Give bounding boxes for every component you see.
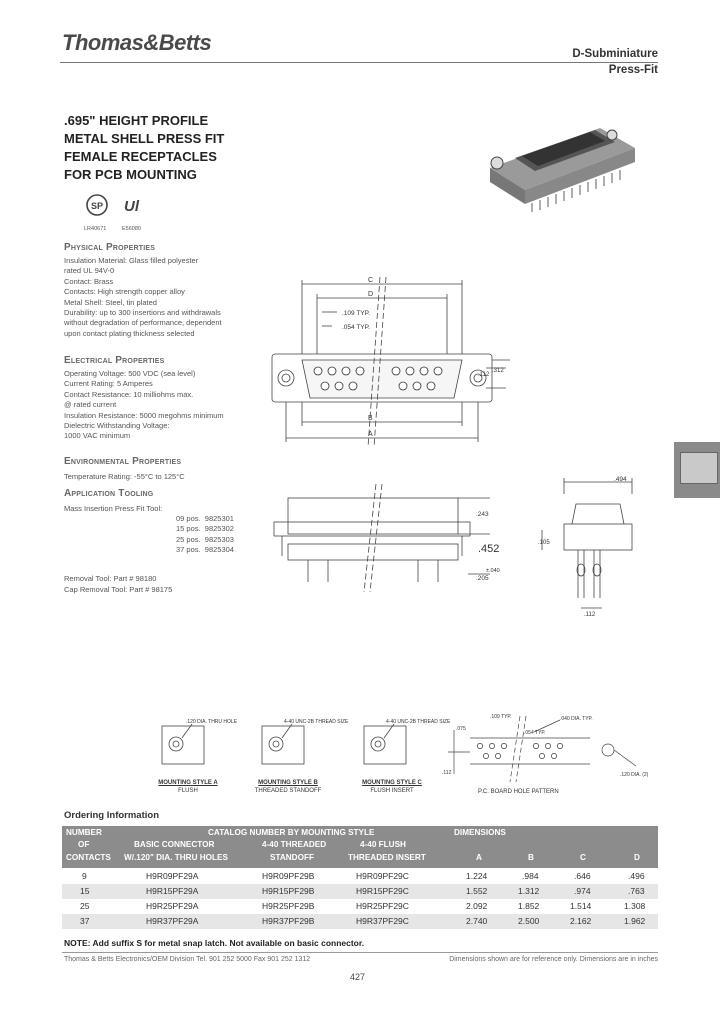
pcb-callout: .112 <box>442 770 452 776</box>
footer-rule <box>62 952 658 953</box>
tooling-list <box>176 514 234 556</box>
pcb-callout: .054 TYP. <box>524 730 546 736</box>
property-line: Operating Voltage: 500 VDC (sea level) <box>64 369 196 378</box>
header-standoff-2: STANDOFF <box>270 853 314 862</box>
table-row <box>62 899 658 914</box>
svg-text:SP: SP <box>91 201 104 211</box>
csa-number: LR40671 <box>84 226 107 232</box>
header-standoff: 4-40 THREADED <box>262 840 327 849</box>
cell-basic: H9R15PF29A <box>146 886 199 896</box>
mount-callout: 4-40 UNC-2B THREAD SIZE <box>284 719 349 725</box>
pcb-callout: .040 DIA. TYP. <box>560 716 593 722</box>
dim-label: .494 <box>614 476 627 483</box>
dim-label: .112 <box>478 372 490 378</box>
title-line: FOR PCB MOUNTING <box>64 167 197 182</box>
cell-insert: H9R25PF29C <box>356 901 409 911</box>
header-of: OF <box>78 840 90 849</box>
title-line: .695" HEIGHT PROFILE <box>64 113 209 128</box>
table-row <box>62 869 658 884</box>
dim-label: .205 <box>476 575 489 582</box>
header-basic: BASIC CONNECTOR <box>134 840 215 849</box>
cell-dim-d: .763 <box>628 886 645 896</box>
dim-label: .112 <box>584 612 596 618</box>
header-dimensions: DIMENSIONS <box>454 828 506 837</box>
front-view-drawing <box>262 272 502 462</box>
cell-insert: H9R15PF29C <box>356 886 409 896</box>
ordering-note: NOTE: Add suffix S for metal snap latch. Not available on basic connector. <box>64 938 365 948</box>
mount-callout: 4-40 UNC-2B THREAD SIZE <box>386 719 451 725</box>
cell-dim-c: 1.514 <box>570 901 592 911</box>
cap-removal-tool: Cap Removal Tool: Part # 98175 <box>64 585 173 594</box>
physical-properties <box>64 256 254 339</box>
cell-contacts: 25 <box>80 901 90 911</box>
property-line: Temperature Rating: -55°C to 125°C <box>64 472 185 481</box>
mounting-style-c-drawing <box>358 714 451 770</box>
product-title <box>64 112 224 184</box>
property-line: 1000 VAC minimum <box>64 431 131 441</box>
certification-logos <box>84 192 174 222</box>
end-view-drawing <box>534 474 664 618</box>
page-number: 427 <box>350 972 366 982</box>
cell-dim-d: 1.308 <box>624 901 646 911</box>
tool-size: 09 pos. <box>176 514 201 523</box>
mounting-style-c-name: MOUNTING STYLE C <box>362 780 422 786</box>
environmental-properties <box>64 472 254 482</box>
header-number: NUMBER <box>66 828 102 837</box>
cell-dim-c: 2.162 <box>570 916 592 926</box>
ordering-table-header <box>62 826 658 868</box>
cell-standoff: H9R09PF29B <box>262 871 315 881</box>
cell-standoff: H9R25PF29B <box>262 901 315 911</box>
dim-label: .312 <box>492 368 504 374</box>
cell-dim-d: 1.962 <box>624 916 646 926</box>
mounting-style-c-desc: FLUSH INSERT <box>370 788 414 794</box>
dim-label: .054 TYP. <box>342 324 370 331</box>
property-line: rated UL 94V-0 <box>64 266 115 276</box>
section-tab-thumbnail <box>680 452 718 484</box>
mounting-style-a-desc: FLUSH <box>178 788 198 794</box>
dim-label: .109 TYP. <box>342 310 370 317</box>
dim-label: .452 <box>478 543 500 555</box>
footer-contact: Thomas & Betts Electronics/OEM Division Tel. 901 252 5000 Fax 901 252 1312 <box>64 956 311 963</box>
cell-standoff: H9R37PF29B <box>262 916 315 926</box>
header-dim-a: A <box>476 853 482 862</box>
property-line: Contact: Brass <box>64 276 114 286</box>
mounting-style-b-desc: THREADED STANDOFF <box>254 788 322 794</box>
property-line: Insulation Material: Glass filled polyester <box>64 256 199 265</box>
tool-part: 9825304 <box>204 545 234 555</box>
tool-size: 25 pos. <box>176 534 201 544</box>
title-line: METAL SHELL PRESS FIT <box>64 131 225 146</box>
pcb-callout: .075 <box>456 726 466 732</box>
cell-contacts: 9 <box>82 871 87 881</box>
mounting-style-b-name: MOUNTING STYLE B <box>258 780 318 786</box>
ul-logo-icon: Ul <box>124 198 139 215</box>
title-line: FEMALE RECEPTACLES <box>64 149 217 164</box>
mounting-style-a-name: MOUNTING STYLE A <box>158 780 218 786</box>
property-line: Current Rating: 5 Amperes <box>64 379 153 389</box>
physical-heading: Physical Properties <box>64 242 156 253</box>
tool-part: 9825302 <box>204 524 234 534</box>
cell-contacts: 37 <box>80 916 90 926</box>
pcb-callout: .109 TYP. <box>490 714 512 720</box>
dim-label: C <box>368 277 374 284</box>
side-view-drawing <box>268 482 508 602</box>
cell-insert: H9R09PF29C <box>356 871 409 881</box>
cell-dim-a: 1.224 <box>466 871 488 881</box>
tool-part: 9825303 <box>204 534 234 544</box>
category-line-2: Press-Fit <box>608 64 658 76</box>
dim-label: D <box>368 291 374 298</box>
cell-dim-c: .646 <box>574 871 591 881</box>
electrical-properties <box>64 369 254 442</box>
cell-dim-a: 2.740 <box>466 916 488 926</box>
pcb-hole-pattern-drawing <box>440 708 660 790</box>
tool-size: 15 pos. <box>176 524 201 534</box>
property-line: Dielectric Withstanding Voltage: <box>64 421 170 431</box>
dim-label: ±.040 <box>486 568 500 574</box>
footer-disclaimer: Dimensions shown are for reference only. Dimensions are in inches <box>449 956 658 963</box>
cell-basic: H9R09PF29A <box>146 871 199 881</box>
cell-dim-b: 2.500 <box>518 916 540 926</box>
cell-basic: H9R37PF29A <box>146 916 199 926</box>
dim-label: A <box>368 431 373 438</box>
header-rule <box>60 62 658 63</box>
cell-dim-b: 1.312 <box>518 886 540 896</box>
tooling-intro: Mass Insertion Press Fit Tool: <box>64 504 163 513</box>
cell-dim-b: 1.852 <box>518 901 540 911</box>
cell-basic: H9R25PF29A <box>146 901 199 911</box>
property-line: Metal Shell: Steel, tin plated <box>64 297 157 307</box>
connector-photo <box>470 108 650 218</box>
header-insert-2: THREADED INSERT <box>348 853 426 862</box>
removal-tool: Removal Tool: Part # 98180 <box>64 574 157 583</box>
pcb-callout: .120 DIA. (2) <box>620 772 649 778</box>
tool-size: 37 pos. <box>176 545 201 555</box>
cell-dim-b: .984 <box>522 871 539 881</box>
property-line: Durability: up to 300 insertions and withdrawals <box>64 308 221 318</box>
cell-dim-c: .974 <box>574 886 591 896</box>
header-dim-c: C <box>580 853 586 862</box>
dim-label: .243 <box>476 511 489 518</box>
company-logo: Thomas&Betts <box>62 30 212 55</box>
mounting-style-b-drawing <box>256 714 349 770</box>
dim-label: B <box>368 415 373 422</box>
cell-dim-d: .496 <box>628 871 645 881</box>
property-line: Contact Resistance: 10 milliohms max. <box>64 389 194 399</box>
header-catalog: CATALOG NUMBER BY MOUNTING STYLE <box>208 828 375 837</box>
tooling-heading: Application Tooling <box>64 488 154 499</box>
cell-contacts: 15 <box>80 886 90 896</box>
table-row <box>62 914 658 929</box>
header-basic-2: W/.120" DIA. THRU HOLES <box>124 853 228 862</box>
tool-part: 9825301 <box>204 514 234 523</box>
property-line: Insulation Resistance: 5000 megohms minimum <box>64 410 224 420</box>
property-line: upon contact plating thickness selected <box>64 328 195 338</box>
dim-label: .105 <box>538 540 550 546</box>
mounting-style-a-drawing <box>156 714 238 770</box>
cell-insert: H9R37PF29C <box>356 916 409 926</box>
mount-callout: .120 DIA. THRU HOLE <box>186 719 238 725</box>
header-dim-b: B <box>528 853 534 862</box>
pcb-pattern-title: P.C. BOARD HOLE PATTERN <box>478 789 559 795</box>
header-contacts: CONTACTS <box>66 853 111 862</box>
cell-standoff: H9R15PF29B <box>262 886 315 896</box>
property-line: Contacts: High strength copper alloy <box>64 287 185 297</box>
electrical-heading: Electrical Properties <box>64 355 165 366</box>
ordering-heading: Ordering Information <box>64 810 159 821</box>
header-dim-d: D <box>634 853 640 862</box>
property-line: @ rated current <box>64 400 117 410</box>
category-line-1: D-Subminiature <box>572 48 658 60</box>
table-row <box>62 884 658 899</box>
cell-dim-a: 1.552 <box>466 886 488 896</box>
ul-number: E56080 <box>122 226 141 232</box>
environmental-heading: Environmental Properties <box>64 456 182 467</box>
header-insert: 4-40 FLUSH <box>360 840 406 849</box>
cell-dim-a: 2.092 <box>466 901 488 911</box>
property-line: without degradation of performance, dependent <box>64 318 222 328</box>
